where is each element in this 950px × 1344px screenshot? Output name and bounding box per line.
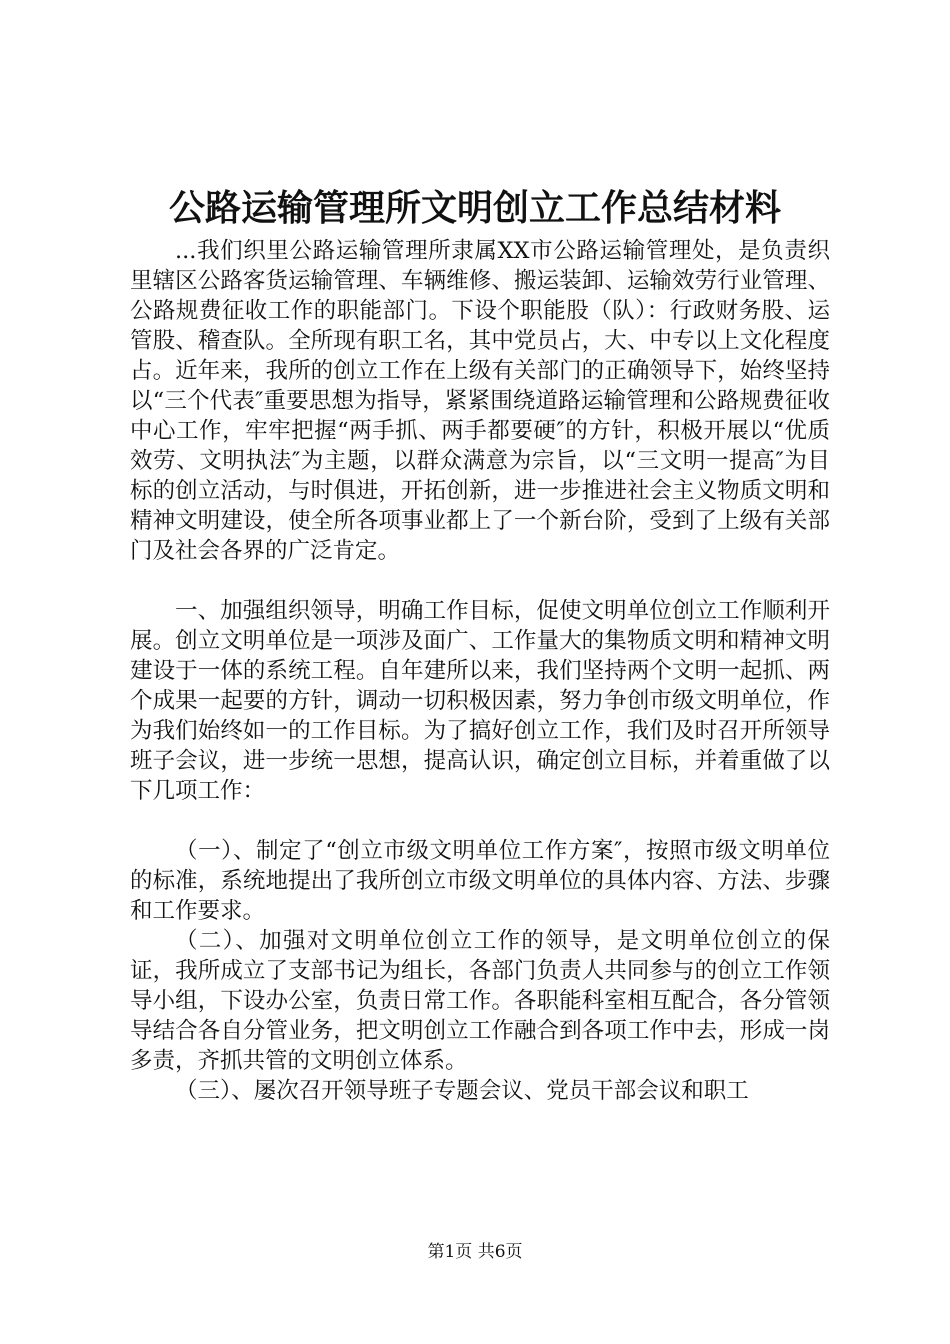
paragraph-item-three: （三）、屡次召开领导班子专题会议、党员干部会议和职工 <box>175 1078 749 1104</box>
document-body <box>130 236 830 1106</box>
paragraph-intro: ...我们织里公路运输管理所隶属XX市公路运输管理处，是负责织里辖区公路客货运输管理、车辆维修、搬运装卸、运输效劳行业管理、公路规费征收工作的职能部门。下设个职能股（队）：行政财务股、运管股、稽查队。全所现有职工名，其中党员占，大、中专以上文化程度占。近年来，我所的创立工作在上级有关部门的正确领导下，始终坚持以“三个代表″重要思想为指导，紧紧围绕道路运输管理和公路规费征收中心工作，牢牢把握“两手抓、两手都要硬″的方针，积极开展以“优质效劳、文明执法″为主题，以群众满意为宗旨，以“三文明一提高″为目标的创立活动，与时俱进，开拓创新，进一步推进社会主义物质文明和精神文明建设，使全所各项事业都上了一个新台阶，受到了上级有关部门及社会各界的广泛肯定。 <box>130 238 830 564</box>
document-title: 公路运输管理所文明创立工作总结材料 <box>168 187 781 229</box>
paragraph-item-one: （一）、制定了“创立市级文明单位工作方案″，按照市级文明单位的标准，系统地提出了我所创立市级文明单位的具体内容、方法、步骤和工作要求。 <box>130 838 830 924</box>
page-footer: 第1页 共6页 <box>427 1242 523 1262</box>
paragraph-item-two: （二）、加强对文明单位创立工作的领导，是文明单位创立的保证，我所成立了支部书记为组长，各部门负责人共同参与的创立工作领导小组，下设办公室，负责日常工作。各职能科室相互配合，各分管领导结合各自分管业务，把文明创立工作融合到各项工作中去，形成一岗多责，齐抓共管的文明创立体系。 <box>130 928 830 1074</box>
paragraph-section-one: 一、加强组织领导，明确工作目标，促使文明单位创立工作顺利开展。创立文明单位是一项涉及面广、工作量大的集物质文明和精神文明建设于一体的系统工程。自年建所以来，我们坚持两个文明一起抓、两个成果一起要的方针，调动一切积极因素，努力争创市级文明单位，作为我们始终如一的工作目标。为了搞好创立工作，我们及时召开所领导班子会议，进一步统一思想，提高认识，确定创立目标，并着重做了以下几项工作： <box>130 598 830 804</box>
